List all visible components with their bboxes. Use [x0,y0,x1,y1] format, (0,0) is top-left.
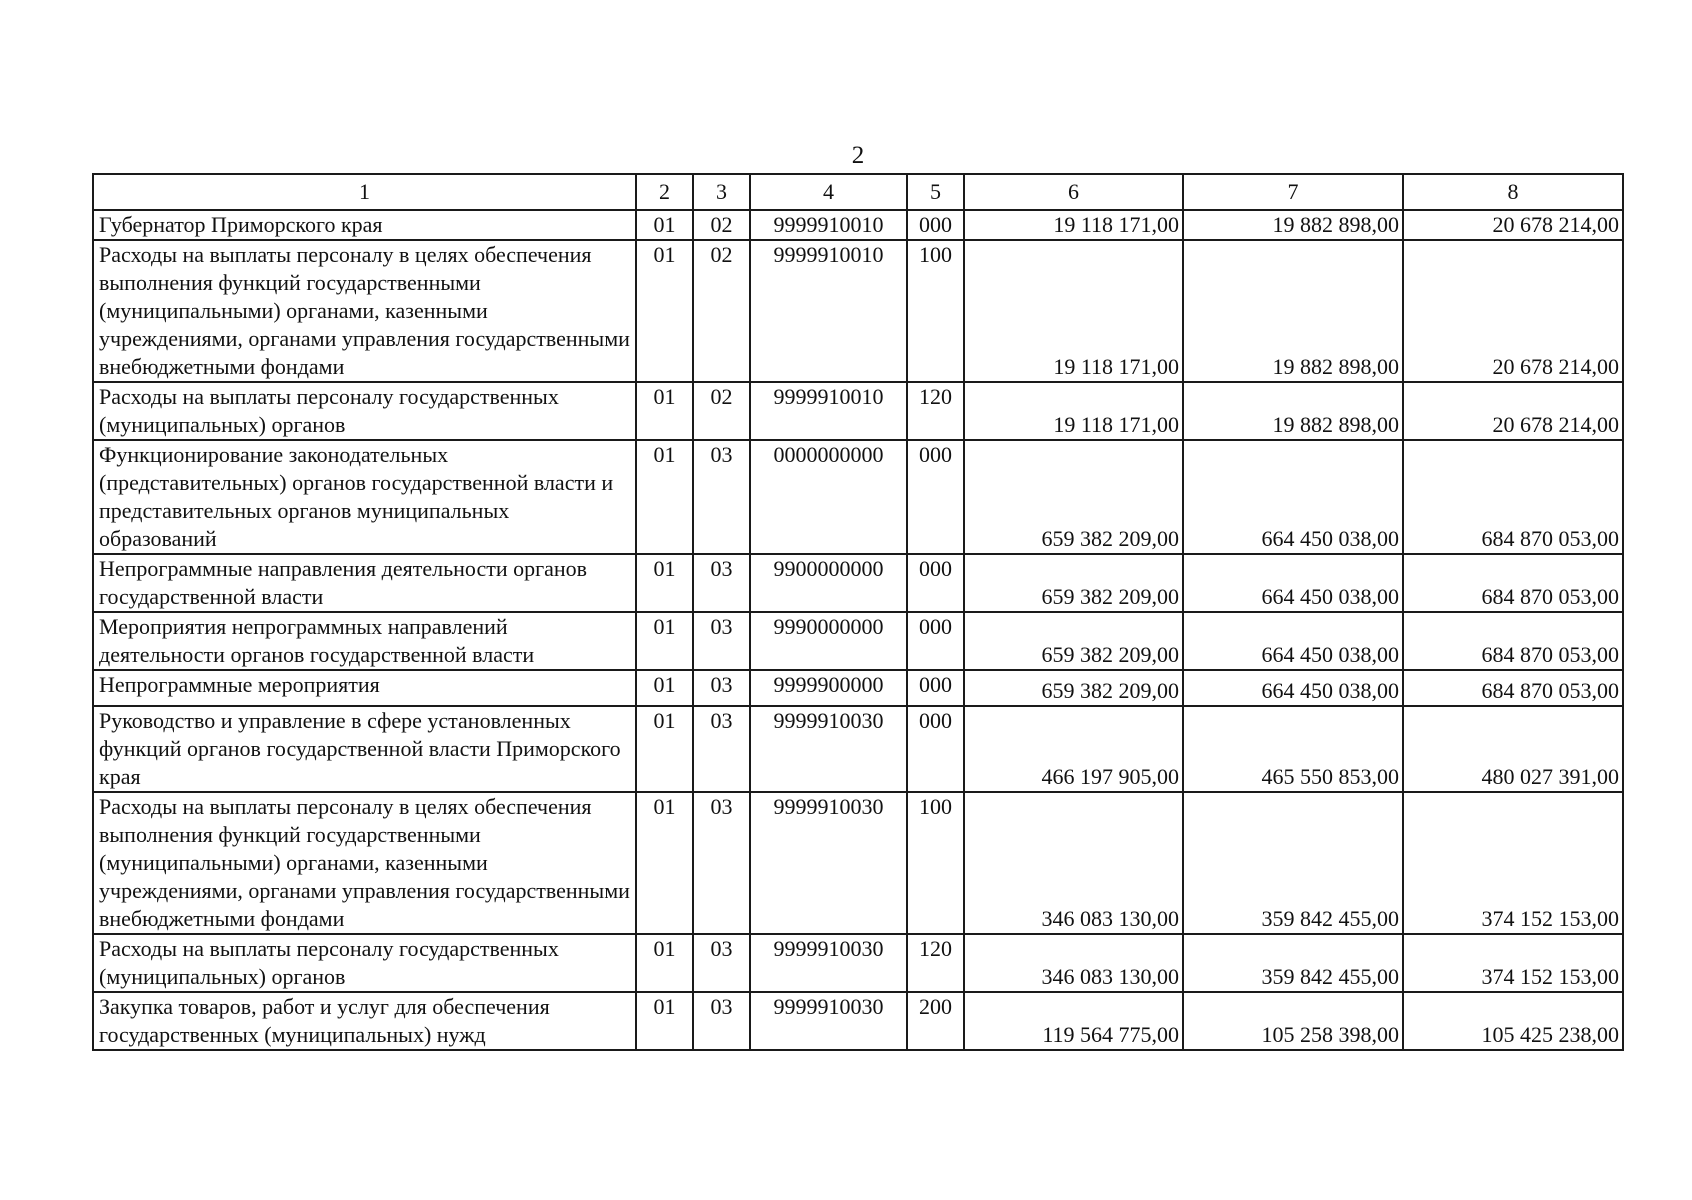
column-header-5: 5 [907,174,964,210]
subsection-code: 02 [693,382,750,440]
amount-col-7: 465 550 853,00 [1183,706,1403,792]
expense-name: Закупка товаров, работ и услуг для обеспечения государственных (муниципальных) нужд [93,992,636,1050]
target-article-code: 9999910010 [750,382,907,440]
section-code: 01 [636,382,693,440]
section-code: 01 [636,210,693,240]
target-article-code: 9999910030 [750,992,907,1050]
amount-col-7: 664 450 038,00 [1183,612,1403,670]
subsection-code: 03 [693,934,750,992]
expense-name: Мероприятия непрограммных направлений деятельности органов государственной власти [93,612,636,670]
amount-col-8: 20 678 214,00 [1403,240,1623,382]
expense-name: Непрограммные мероприятия [93,670,636,706]
subsection-code: 03 [693,440,750,554]
amount-col-8: 684 870 053,00 [1403,440,1623,554]
amount-col-7: 105 258 398,00 [1183,992,1403,1050]
target-article-code: 9999910030 [750,934,907,992]
target-article-code: 9999910010 [750,240,907,382]
target-article-code: 0000000000 [750,440,907,554]
expense-name: Расходы на выплаты персоналу государственных (муниципальных) органов [93,382,636,440]
budget-table [92,173,1624,1051]
amount-col-7: 359 842 455,00 [1183,934,1403,992]
target-article-code: 9900000000 [750,554,907,612]
section-code: 01 [636,670,693,706]
expense-type-code: 000 [907,612,964,670]
target-article-code: 9999910030 [750,792,907,934]
column-header-8: 8 [1403,174,1623,210]
expense-type-code: 120 [907,382,964,440]
column-header-7: 7 [1183,174,1403,210]
table-row [93,992,1623,1050]
amount-col-8: 105 425 238,00 [1403,992,1623,1050]
target-article-code: 9999910010 [750,210,907,240]
amount-col-8: 20 678 214,00 [1403,210,1623,240]
section-code: 01 [636,240,693,382]
subsection-code: 03 [693,554,750,612]
table-row [93,554,1623,612]
section-code: 01 [636,706,693,792]
expense-type-code: 100 [907,792,964,934]
expense-name: Функционирование законодательных (представительных) органов государственной власти и представительных органов муниципальных образований [93,440,636,554]
amount-col-8: 684 870 053,00 [1403,554,1623,612]
expense-type-code: 000 [907,210,964,240]
table-row [93,210,1623,240]
amount-col-7: 359 842 455,00 [1183,792,1403,934]
expense-type-code: 200 [907,992,964,1050]
amount-col-8: 480 027 391,00 [1403,706,1623,792]
table-row [93,934,1623,992]
amount-col-6: 659 382 209,00 [964,440,1183,554]
target-article-code: 9999900000 [750,670,907,706]
amount-col-6: 659 382 209,00 [964,554,1183,612]
section-code: 01 [636,612,693,670]
subsection-code: 03 [693,792,750,934]
column-header-6: 6 [964,174,1183,210]
column-header-2: 2 [636,174,693,210]
table-row [93,706,1623,792]
table-row [93,240,1623,382]
column-header-1: 1 [93,174,636,210]
table-row [93,440,1623,554]
amount-col-6: 659 382 209,00 [964,670,1183,706]
amount-col-6: 19 118 171,00 [964,382,1183,440]
expense-name: Расходы на выплаты персоналу в целях обеспечения выполнения функций государственными (муниципальными) органами, казенными учреждениями, органами управления государственными внебюджетными фондами [93,792,636,934]
amount-col-8: 684 870 053,00 [1403,612,1623,670]
amount-col-8: 374 152 153,00 [1403,934,1623,992]
amount-col-7: 664 450 038,00 [1183,440,1403,554]
expense-name: Руководство и управление в сфере установленных функций органов государственной власти Приморского края [93,706,636,792]
target-article-code: 9990000000 [750,612,907,670]
amount-col-8: 20 678 214,00 [1403,382,1623,440]
column-header-4: 4 [750,174,907,210]
subsection-code: 02 [693,210,750,240]
subsection-code: 03 [693,706,750,792]
subsection-code: 03 [693,992,750,1050]
expense-type-code: 000 [907,670,964,706]
amount-col-8: 684 870 053,00 [1403,670,1623,706]
section-code: 01 [636,992,693,1050]
expense-type-code: 000 [907,440,964,554]
amount-col-6: 659 382 209,00 [964,612,1183,670]
section-code: 01 [636,934,693,992]
subsection-code: 03 [693,612,750,670]
amount-col-7: 19 882 898,00 [1183,240,1403,382]
expense-type-code: 120 [907,934,964,992]
amount-col-8: 374 152 153,00 [1403,792,1623,934]
amount-col-6: 346 083 130,00 [964,792,1183,934]
amount-col-6: 19 118 171,00 [964,210,1183,240]
amount-col-7: 664 450 038,00 [1183,554,1403,612]
expense-name: Расходы на выплаты персоналу в целях обеспечения выполнения функций государственными (муниципальными) органами, казенными учреждениями, органами управления государственными внебюджетными фондами [93,240,636,382]
expense-type-code: 000 [907,554,964,612]
page-number: 2 [851,142,865,169]
expense-name: Расходы на выплаты персоналу государственных (муниципальных) органов [93,934,636,992]
amount-col-6: 346 083 130,00 [964,934,1183,992]
section-code: 01 [636,554,693,612]
amount-col-7: 19 882 898,00 [1183,210,1403,240]
amount-col-6: 19 118 171,00 [964,240,1183,382]
target-article-code: 9999910030 [750,706,907,792]
subsection-code: 02 [693,240,750,382]
expense-name: Губернатор Приморского края [93,210,636,240]
table-row [93,612,1623,670]
expense-type-code: 000 [907,706,964,792]
amount-col-6: 466 197 905,00 [964,706,1183,792]
section-code: 01 [636,792,693,934]
table-row [93,670,1623,706]
table-row [93,792,1623,934]
expense-name: Непрограммные направления деятельности органов государственной власти [93,554,636,612]
amount-col-7: 664 450 038,00 [1183,670,1403,706]
section-code: 01 [636,440,693,554]
column-header-3: 3 [693,174,750,210]
amount-col-7: 19 882 898,00 [1183,382,1403,440]
table-row [93,382,1623,440]
expense-type-code: 100 [907,240,964,382]
table-header-row [93,174,1623,210]
amount-col-6: 119 564 775,00 [964,992,1183,1050]
subsection-code: 03 [693,670,750,706]
